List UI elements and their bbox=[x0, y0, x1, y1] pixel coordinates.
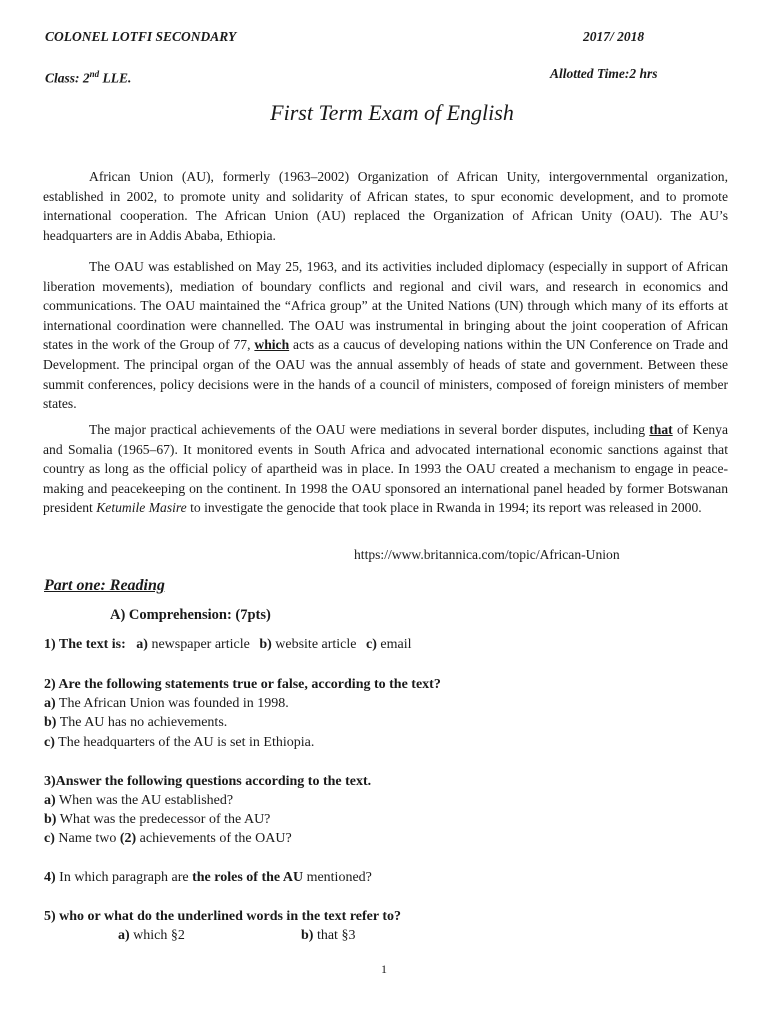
q3-a-letter: a) bbox=[44, 793, 56, 808]
p3-text-b: of Kenya and Somalia (1965–67). It monitored events in South Africa and advocated international economic sanctions against that country as long as the official policy of apartheid was in place. In 1993 the OAU created a mechanism to engage in peace-making and peacekeeping on the continent. In 1998 the OAU sponsored an international panel headed by former Botswanan president bbox=[43, 422, 728, 516]
class-sup: nd bbox=[89, 69, 100, 79]
allotted-time: Allotted Time:2 hrs bbox=[550, 66, 658, 81]
q2-statement-c bbox=[44, 734, 314, 752]
p1-text: African Union (AU), formerly (1963–2002) Organization of African Unity, intergovernmental organization, established in 2002, to promote unity and solidarity of African states, to spur economic development, and to promote international cooperation. The African Union (AU) replaced the Organization of African Unity (OAU). The AU’s headquarters are in Addis Ababa, Ethiopia. bbox=[43, 169, 728, 243]
q1-option-b-letter: b) bbox=[259, 637, 272, 652]
class-prefix: Class: 2 bbox=[45, 70, 90, 86]
p3-underlined-word: that bbox=[649, 422, 673, 437]
page-number: 1 bbox=[381, 962, 387, 976]
q5-a-letter: a) bbox=[118, 928, 130, 943]
school-name: COLONEL LOTFI SECONDARY bbox=[45, 29, 237, 44]
q3-a-text: When was the AU established? bbox=[55, 793, 234, 808]
class-suffix: LLE. bbox=[99, 70, 132, 86]
q1-option-a-letter: a) bbox=[136, 637, 148, 652]
p2-text-a: The OAU was established on May 25, 1963, and its activities included diplomacy (especially in support of African liberation movements), mediation of boundary conflicts and regional and civil wars, and research in economics and communications. The OAU maintained the “Africa group” at the United Nations (UN) through which many of its efforts at international coordination were channelled. The OAU was instrumental in bringing about the joint cooperation of African states in the work of the Group of 77, bbox=[43, 259, 728, 353]
q2-statement-a bbox=[44, 695, 289, 713]
q2-c-letter: c) bbox=[44, 735, 55, 750]
q1-option-c: email bbox=[376, 637, 412, 652]
q3-c-letter: c) bbox=[44, 831, 55, 846]
question-4 bbox=[44, 869, 372, 887]
q1-option-c-letter: c) bbox=[366, 637, 377, 652]
q3-question-a bbox=[44, 792, 233, 810]
q2-a-letter: a) bbox=[44, 696, 56, 711]
q1-option-a: newspaper article bbox=[147, 637, 250, 652]
q5-a-text: which §2 bbox=[129, 928, 185, 943]
passage-paragraph-2 bbox=[43, 257, 728, 414]
p2-underlined-word: which bbox=[254, 337, 290, 353]
school-year: 2017/ 2018 bbox=[583, 29, 645, 44]
q1-option-b: website article bbox=[271, 637, 357, 652]
passage-paragraph-1 bbox=[43, 167, 728, 245]
p2-text-b: acts as a caucus of developing nations within the UN Conference on Trade and Development. The principal organ of the OAU was the annual assembly of heads of state and government. Between these summit conferences, policy decisions were in the hands of a council of ministers, composed of foreign ministers of member states. bbox=[43, 337, 728, 412]
exam-title: First Term Exam of English bbox=[270, 100, 514, 125]
p3-text-c: to investigate the genocide that took place in Rwanda in 1994; its report was released in 2000. bbox=[186, 500, 702, 516]
q5-b-letter: b) bbox=[301, 928, 314, 943]
q4-text-1: In which paragraph are bbox=[55, 870, 193, 885]
q2-b-letter: b) bbox=[44, 715, 57, 730]
q2-b-text: The AU has no achievements. bbox=[56, 715, 228, 730]
question-5-label: 5) who or what do the underlined words in the text refer to? bbox=[44, 909, 401, 924]
source-url: https://www.britannica.com/topic/African-Union bbox=[354, 547, 620, 562]
p3-person-name: Ketumile Masire bbox=[96, 500, 187, 516]
q3-b-text: What was the predecessor of the AU? bbox=[56, 812, 271, 827]
question-1 bbox=[44, 636, 412, 654]
q2-a-text: The African Union was founded in 1998. bbox=[55, 696, 289, 711]
q3-c-text-2: achievements of the OAU? bbox=[136, 831, 292, 846]
class-label bbox=[45, 66, 131, 87]
q4-bold: the roles of the AU bbox=[192, 870, 304, 885]
q5-item-b bbox=[301, 927, 355, 945]
q3-c-text-1: Name two bbox=[54, 831, 120, 846]
q5-b-text: that §3 bbox=[313, 928, 356, 943]
q3-question-b bbox=[44, 811, 270, 829]
question-2-label: 2) Are the following statements true or false, according to the text? bbox=[44, 677, 441, 692]
q4-num: 4) bbox=[44, 870, 56, 885]
section-a-heading: A) Comprehension: (7pts) bbox=[110, 607, 271, 623]
question-3-label: 3)Answer the following questions according to the text. bbox=[44, 774, 372, 789]
q3-question-c bbox=[44, 830, 292, 848]
q1-label: 1) The text is: bbox=[44, 637, 126, 652]
q3-c-bold: (2) bbox=[119, 831, 137, 846]
q5-item-a bbox=[118, 927, 185, 945]
q3-b-letter: b) bbox=[44, 812, 57, 827]
p3-text-a: The major practical achievements of the OAU were mediations in several border disputes, including bbox=[89, 422, 650, 437]
q4-text-2: mentioned? bbox=[303, 870, 372, 885]
q2-c-text: The headquarters of the AU is set in Ethiopia. bbox=[54, 735, 315, 750]
passage-paragraph-3 bbox=[43, 420, 728, 518]
q2-statement-b bbox=[44, 714, 227, 732]
part-one-heading: Part one: Reading bbox=[44, 577, 165, 594]
